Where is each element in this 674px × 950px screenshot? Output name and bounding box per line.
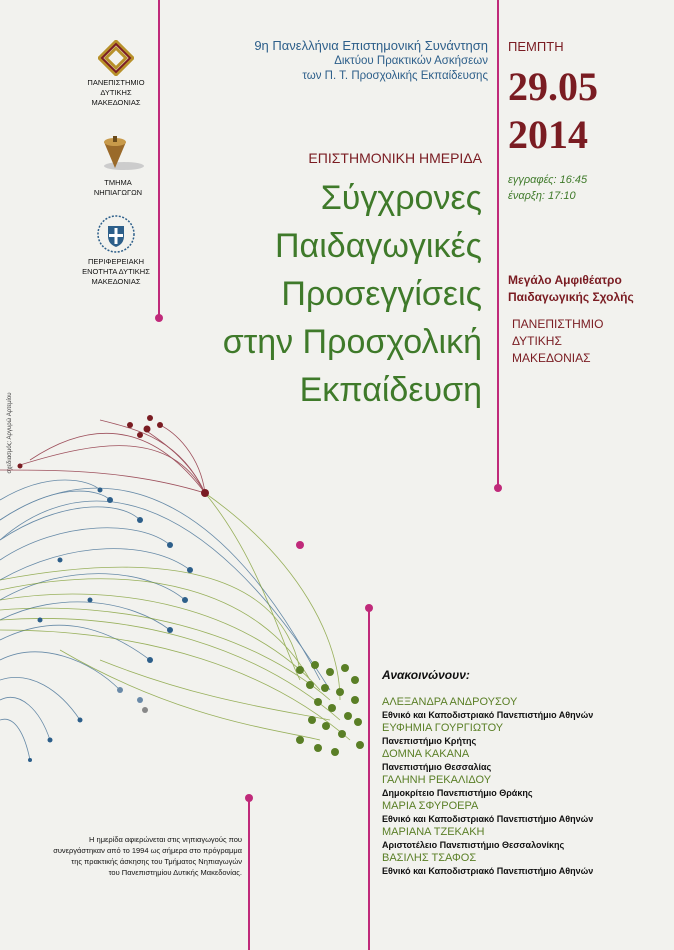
network-node [314, 698, 322, 706]
header-line-1: 9η Πανελλήνια Επιστημονική Συνάντηση [254, 38, 488, 53]
accent-dot [494, 484, 502, 492]
accent-dot [155, 314, 163, 322]
speaker-name: ΒΑΣΙΛΗΣ ΤΣΑΦΟΣ [382, 852, 477, 864]
venue-university: ΜΑΚΕΔΟΝΙΑΣ [512, 351, 591, 365]
network-node [338, 730, 346, 738]
accent-line [248, 798, 250, 950]
network-node [321, 684, 329, 692]
network-node [18, 464, 23, 469]
speaker-institution: Πανεπιστήμιο Κρήτης [382, 736, 477, 746]
venue-hall: Παιδαγωγικής Σχολής [508, 290, 634, 304]
venue-hall: Μεγάλο Αμφιθέατρο [508, 273, 622, 287]
registration-time: εγγραφές: 16:45 [508, 174, 588, 186]
logo-department [78, 136, 154, 198]
accent-line [368, 608, 370, 950]
dedication-line: του Πανεπιστημίου Δυτικής Μακεδονίας. [108, 868, 242, 877]
network-node [341, 664, 349, 672]
network-node [314, 744, 322, 752]
logo-caption: ΤΜΗΜΑ ΝΗΠΙΑΓΩΓΩΝ [93, 178, 143, 197]
event-date: 29.05 [508, 64, 598, 109]
date-block [508, 38, 668, 204]
network-node [167, 627, 173, 633]
event-title [170, 174, 482, 414]
speaker-name: ΜΑΡΙΑ ΣΦΥΡΟΕΡΑ [382, 800, 479, 812]
speaker-name: ΑΛΕΞΑΝΔΡΑ ΑΝΔΡΟΥΣΟΥ [382, 696, 518, 708]
network-illustration [0, 400, 400, 780]
venue-university: ΠΑΝΕΠΙΣΤΗΜΙΟ [512, 317, 604, 331]
dedication-line: συνεργάστηκαν από το 1994 ως σήμερα στο πρόγραμμα [53, 846, 242, 855]
dedication-line: της πρακτικής άσκησης του Τμήματος Νηπιαγωγών [71, 857, 242, 866]
venue-university: ΔΥΤΙΚΗΣ [512, 334, 562, 348]
speaker-institution: Δημοκρίτειο Πανεπιστήμιο Θράκης [382, 788, 533, 798]
greek-coat-of-arms-logo-icon [96, 214, 136, 254]
network-node [78, 718, 83, 723]
network-node [351, 676, 359, 684]
weekday: ΠΕΜΠΤΗ [508, 39, 564, 54]
network-node [38, 618, 43, 623]
network-node [142, 707, 148, 713]
network-node [157, 422, 163, 428]
network-node [137, 517, 143, 523]
network-node [201, 489, 209, 497]
network-node [336, 688, 344, 696]
network-node [58, 558, 63, 563]
accent-line [158, 0, 160, 318]
design-credit: σχεδιασμός: Αργυρώ Αρτεμίου [7, 392, 13, 474]
network-node [137, 697, 143, 703]
speaker-name: ΔΟΜΝΑ ΚΑΚΑΝΑ [382, 748, 470, 760]
network-node [127, 422, 133, 428]
network-node [306, 681, 314, 689]
university-knot-logo-icon [98, 40, 134, 76]
speaker-institution: Εθνικό και Καποδιστριακό Πανεπιστήμιο Αθηνών [382, 814, 594, 824]
logo-university [78, 40, 154, 108]
speaker-name: ΜΑΡΙΑΝΑ ΤΖΕΚΑΚΗ [382, 826, 485, 838]
network-node [356, 741, 364, 749]
speaker-list [382, 696, 662, 878]
header-line-3: των Π. Τ. Προσχολικής Εκπαίδευσης [302, 70, 488, 82]
network-node [331, 748, 339, 756]
network-node [351, 696, 359, 704]
title-line: Σύγχρονες [320, 179, 482, 217]
network-node [311, 661, 319, 669]
accent-dot [296, 541, 304, 549]
title-line: Προσεγγίσεις [281, 275, 482, 313]
spinning-top-logo-icon [86, 136, 146, 172]
network-node [147, 415, 153, 421]
title-line: Εκπαίδευση [299, 371, 482, 409]
venue-block [508, 272, 668, 367]
speaker-institution: Εθνικό και Καποδιστριακό Πανεπιστήμιο Αθηνών [382, 710, 594, 720]
network-node [147, 657, 153, 663]
network-node [296, 666, 304, 674]
speaker-name: ΕΥΦΗΜΙΑ ΓΟΥΡΓΙΩΤΟΥ [382, 722, 504, 734]
logo-caption: ΠΕΡΙΦΕΡΕΙΑΚΗ ΕΝΟΤΗΤΑ ΔΥΤΙΚΗΣ ΜΑΚΕΔΟΝΙΑΣ [82, 257, 150, 286]
speakers-section [382, 668, 662, 878]
accent-dot [365, 604, 373, 612]
network-node [28, 758, 32, 762]
accent-line [497, 0, 499, 488]
network-node [328, 704, 336, 712]
network-node [187, 567, 193, 573]
network-node [137, 432, 143, 438]
network-node [117, 687, 123, 693]
network-node [48, 738, 53, 743]
event-kind: ΕΠΙΣΤΗΜΟΝΙΚΗ ΗΜΕΡΙΔΑ [308, 150, 482, 166]
network-node [326, 668, 334, 676]
network-node [308, 716, 316, 724]
network-node [98, 488, 103, 493]
speakers-heading: Ανακοινώνουν: [382, 668, 470, 682]
network-node [88, 598, 93, 603]
conference-header [170, 38, 488, 84]
network-node [144, 426, 151, 433]
start-time: έναρξη: 17:10 [508, 190, 576, 202]
header-line-2: Δικτύου Πρακτικών Ασκήσεων [334, 55, 488, 67]
accent-dot [245, 794, 253, 802]
dedication-note [10, 834, 242, 878]
title-line: Παιδαγωγικές [275, 227, 482, 265]
logo-caption: ΠΑΝΕΠΙΣΤΗΜΙΟ ΔΥΤΙΚΗΣ ΜΑΚΕΔΟΝΙΑΣ [87, 78, 145, 107]
dedication-line: Η ημερίδα αφιερώνεται στις νηπιαγωγούς που [89, 835, 242, 844]
speaker-institution: Πανεπιστήμιο Θεσσαλίας [382, 762, 492, 772]
network-node [167, 542, 173, 548]
speaker-institution: Αριστοτέλειο Πανεπιστήμιο Θεσσαλονίκης [382, 840, 565, 850]
network-node [107, 497, 113, 503]
network-node [344, 712, 352, 720]
speaker-name: ΓΑΛΗΝΗ ΡΕΚΑΛΙΔΟΥ [382, 774, 492, 786]
event-year: 2014 [508, 112, 588, 157]
network-node [322, 722, 330, 730]
network-node [182, 597, 188, 603]
logo-region [76, 214, 156, 287]
network-node [354, 718, 362, 726]
speaker-institution: Εθνικό και Καποδιστριακό Πανεπιστήμιο Αθηνών [382, 866, 594, 876]
network-node [296, 736, 304, 744]
title-line: στην Προσχολική [222, 323, 482, 361]
